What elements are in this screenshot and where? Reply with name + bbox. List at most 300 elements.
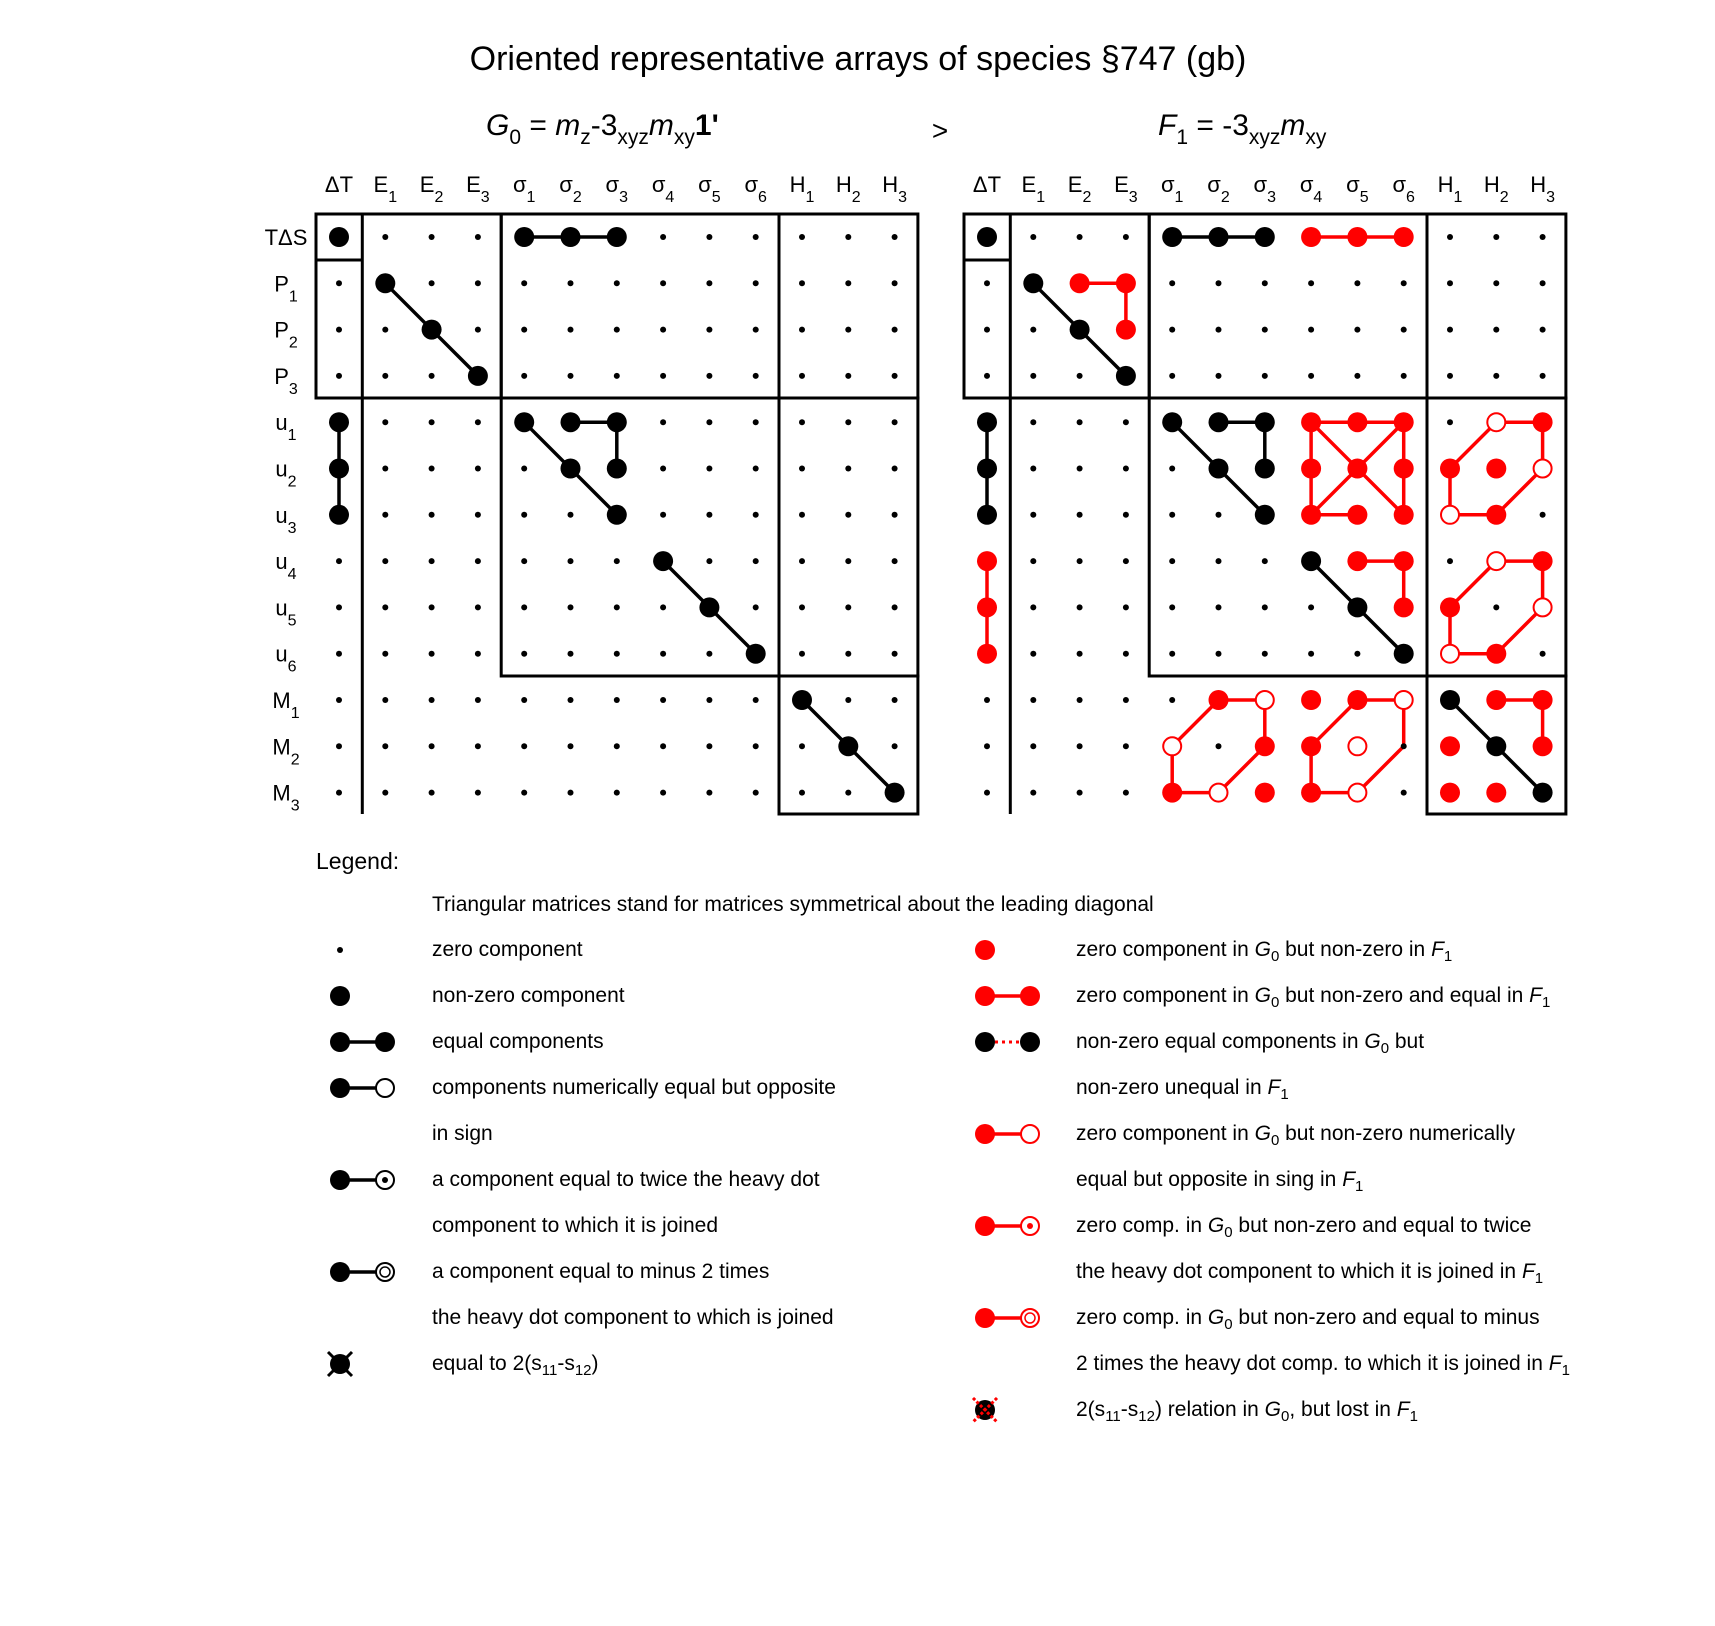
zero-component-dot [1030, 466, 1036, 472]
column-header-main: σ [1207, 172, 1221, 197]
red-component-dot [1255, 783, 1275, 803]
zero-component-dot [706, 373, 712, 379]
red-opposite-dot [1395, 691, 1413, 709]
red-component-dot [1347, 690, 1367, 710]
nonzero-component-dot [1070, 320, 1090, 340]
red-component-dot [1486, 783, 1506, 803]
red-component-dot [1533, 736, 1553, 756]
column-header-sub: 2 [572, 189, 582, 206]
zero-component-dot [706, 558, 712, 564]
row-header-main: M [272, 734, 291, 760]
zero-component-dot [429, 558, 435, 564]
zero-component-dot [382, 790, 388, 796]
zero-component-dot [614, 743, 620, 749]
zero-component-dot [1123, 466, 1129, 472]
zero-component-dot [845, 651, 851, 657]
zero-component-dot [753, 466, 759, 472]
nonzero-component-dot [1255, 505, 1275, 525]
zero-component-dot [706, 419, 712, 425]
zero-component-dot [475, 558, 481, 564]
formula-part: z [580, 126, 591, 149]
zero-component-dot [706, 697, 712, 703]
nonzero-component-dot [1209, 227, 1229, 247]
nonzero-component-dot [1440, 690, 1460, 710]
zero-component-dot [1493, 234, 1499, 240]
formula-part: = [521, 109, 556, 142]
row-header-main: u [275, 641, 288, 667]
zero-component-dot [753, 373, 759, 379]
zero-component-dot [521, 373, 527, 379]
row-header-sub: 1 [288, 288, 298, 306]
zero-component-dot [660, 790, 666, 796]
red-component-dot [1394, 551, 1414, 571]
nonzero-component-dot [977, 412, 997, 432]
nonzero-component-dot [607, 505, 627, 525]
formula-part: G [486, 109, 510, 142]
zero-component-dot [660, 280, 666, 286]
nonzero-component-dot [699, 597, 719, 617]
column-header-main: H [1437, 172, 1454, 197]
nonzero-component-dot [838, 736, 858, 756]
zero-component-dot [892, 743, 898, 749]
zero-component-dot [892, 466, 898, 472]
column-header-sub: 6 [1406, 189, 1415, 206]
right-matrix [964, 172, 1566, 814]
zero-component-dot [568, 651, 574, 657]
column-header [1068, 172, 1092, 206]
column-header [1022, 172, 1046, 206]
zero-component-dot [429, 651, 435, 657]
column-header-main: σ [1392, 172, 1407, 197]
zero-component-dot [568, 327, 574, 333]
zero-component-dot [1169, 512, 1175, 518]
column-header-main: E [419, 172, 435, 197]
column-header-main: H [1483, 172, 1500, 197]
red-opposite-dot [1441, 645, 1459, 663]
nonzero-component-dot [607, 412, 627, 432]
red-component-dot [977, 551, 997, 571]
legend-item-text: the heavy dot component to which it is joined in $F_1$ [1076, 1260, 1544, 1287]
row-header-sub: 1 [287, 427, 297, 445]
column-header [744, 172, 767, 206]
nonzero-component-dot [977, 459, 997, 479]
legend-item-text: $2(s_{11}-s_{12})$ relation in $G_0$, but lost in $F_1$ [1076, 1398, 1418, 1425]
zero-component-dot [382, 466, 388, 472]
formula-part: = -3 [1188, 109, 1249, 142]
zero-component-dot [1077, 743, 1083, 749]
zero-component-dot [1123, 604, 1129, 610]
row-header-main: M [272, 688, 291, 713]
nonzero-component-dot [607, 227, 627, 247]
row-header-main: u [275, 502, 288, 528]
zero-component-dot [799, 743, 805, 749]
legend-item-text: equal to $2(s_{11}-s_{12})$ [432, 1352, 599, 1379]
column-header-main: σ [1346, 172, 1360, 197]
legend-note: Triangular matrices stand for matrices symmetrical about the leading diagonal [432, 893, 1154, 916]
nonzero-component-dot [1162, 227, 1182, 247]
zero-component-dot [429, 697, 435, 703]
row-header-sub: 3 [287, 519, 297, 537]
matrix-block [1427, 214, 1566, 398]
column-header-main: E [373, 172, 389, 197]
zero-component-dot [336, 651, 342, 657]
row-header [275, 642, 296, 676]
legend-heavy-dot [975, 1308, 995, 1328]
zero-component-dot [799, 466, 805, 472]
zero-component-dot [753, 327, 759, 333]
legend-zero-dot [337, 947, 343, 953]
formula-text [486, 109, 719, 149]
diagram-title: Oriented representative arrays of species §747 (gb) [469, 40, 1247, 78]
red-component-dot [1347, 227, 1367, 247]
zero-component-dot [1077, 466, 1083, 472]
zero-component-dot [1216, 604, 1222, 610]
column-header-main: H [789, 172, 806, 197]
zero-component-dot [614, 697, 620, 703]
legend-heavy-dot [1020, 1032, 1040, 1052]
zero-component-dot [382, 697, 388, 703]
nonzero-component-dot [885, 783, 905, 803]
red-component-dot [977, 597, 997, 617]
nonzero-component-dot [561, 227, 581, 247]
zero-component-dot [1262, 558, 1268, 564]
nonzero-component-dot [792, 690, 812, 710]
legend-heavy-dot [975, 1216, 995, 1236]
zero-component-dot [568, 604, 574, 610]
column-header-main: σ [1299, 172, 1314, 197]
zero-component-dot [706, 466, 712, 472]
left-formula [486, 109, 719, 149]
row-headers [265, 225, 308, 815]
row-header [274, 318, 298, 352]
zero-component-dot [845, 558, 851, 564]
zero-component-dot [475, 419, 481, 425]
zero-component-dot [1030, 234, 1036, 240]
legend-item-text: in sign [432, 1122, 493, 1145]
zero-component-dot [1169, 327, 1175, 333]
zero-component-dot [984, 790, 990, 796]
zero-component-dot [845, 604, 851, 610]
row-header-sub: 3 [288, 380, 298, 398]
red-component-dot [1440, 736, 1460, 756]
matrix-block [501, 214, 779, 398]
zero-component-dot [521, 466, 527, 472]
zero-component-dot [1308, 373, 1314, 379]
zero-component-dot [984, 743, 990, 749]
zero-component-dot [845, 234, 851, 240]
legend-item-text: the heavy dot component to which is joined [432, 1306, 834, 1329]
row-header [275, 595, 296, 629]
zero-component-dot [475, 234, 481, 240]
zero-component-dot [845, 697, 851, 703]
zero-component-dot [1077, 512, 1083, 518]
red-component-dot [1301, 736, 1321, 756]
right-formula [1158, 109, 1327, 149]
column-header-sub: 3 [1128, 189, 1138, 206]
zero-component-dot [1169, 651, 1175, 657]
formula-part: xy [1305, 126, 1327, 149]
zero-component-dot [1262, 327, 1268, 333]
zero-component-dot [984, 373, 990, 379]
legend-open-dot [376, 1263, 394, 1281]
zero-component-dot [1401, 327, 1407, 333]
zero-component-dot [1540, 373, 1546, 379]
zero-component-dot [382, 419, 388, 425]
nonzero-component-dot [422, 320, 442, 340]
zero-component-dot [521, 743, 527, 749]
zero-component-dot [568, 373, 574, 379]
zero-component-dot [892, 697, 898, 703]
formula-part: 1' [694, 109, 719, 142]
red-component-dot [1347, 412, 1367, 432]
zero-component-dot [1077, 558, 1083, 564]
column-header-sub: 4 [665, 189, 675, 206]
row-header-sub: 2 [288, 334, 298, 352]
legend-open-dot [376, 1079, 394, 1097]
red-component-dot [1394, 227, 1414, 247]
legend-title: Legend: [316, 848, 400, 874]
matrix-block [779, 214, 918, 398]
red-component-dot [1533, 412, 1553, 432]
zero-component-dot [521, 604, 527, 610]
legend-item-text: zero comp. in $G_0$ but non-zero and equal to twice [1076, 1214, 1532, 1241]
zero-component-dot [892, 373, 898, 379]
zero-component-dot [1077, 419, 1083, 425]
red-component-dot [1486, 459, 1506, 479]
row-header [272, 688, 299, 722]
zero-component-dot [614, 651, 620, 657]
row-header [275, 457, 296, 491]
zero-component-dot [845, 280, 851, 286]
column-header-main: E [466, 172, 481, 197]
formula-part: -3 [590, 109, 618, 142]
row-header-main: u [275, 595, 288, 621]
nonzero-component-dot [329, 227, 349, 247]
zero-component-dot [475, 512, 481, 518]
column-header [325, 172, 353, 197]
zero-component-dot [660, 651, 666, 657]
zero-component-dot [1169, 466, 1175, 472]
zero-component-dot [568, 280, 574, 286]
zero-component-dot [1540, 327, 1546, 333]
legend-heavy-dot [330, 1170, 350, 1190]
column-header-main: ΔT [324, 172, 354, 197]
nonzero-component-dot [468, 366, 488, 386]
zero-component-dot [336, 327, 342, 333]
legend-item-text: a component equal to twice the heavy dot [432, 1168, 820, 1191]
zero-component-dot [614, 280, 620, 286]
zero-component-dot [336, 280, 342, 286]
zero-component-dot [429, 234, 435, 240]
red-opposite-dot [1163, 737, 1181, 755]
red-component-dot [1486, 690, 1506, 710]
column-header-sub: 2 [434, 189, 444, 206]
zero-component-dot [753, 512, 759, 518]
column-header [973, 172, 1001, 197]
legend-inner-dot [382, 1177, 388, 1183]
column-header [1484, 172, 1509, 206]
column-header-sub: 2 [1082, 189, 1092, 206]
zero-component-dot [336, 558, 342, 564]
zero-component-dot [1077, 234, 1083, 240]
legend-item-text: components numerically equal but opposite [432, 1076, 836, 1099]
zero-component-dot [336, 697, 342, 703]
formula-part: m [1280, 109, 1306, 142]
zero-component-dot [382, 558, 388, 564]
red-component-dot [1347, 505, 1367, 525]
nonzero-component-dot [1116, 366, 1136, 386]
zero-component-dot [845, 466, 851, 472]
zero-component-dot [382, 512, 388, 518]
zero-component-dot [799, 234, 805, 240]
zero-component-dot [892, 234, 898, 240]
zero-component-dot [1540, 512, 1546, 518]
zero-component-dot [660, 604, 666, 610]
row-header [275, 503, 296, 537]
nonzero-component-dot [977, 505, 997, 525]
column-header-sub: 1 [1453, 189, 1463, 206]
zero-component-dot [382, 234, 388, 240]
nonzero-component-dot [653, 551, 673, 571]
zero-component-dot [1030, 327, 1036, 333]
zero-component-dot [521, 790, 527, 796]
red-component-dot [1301, 690, 1321, 710]
column-header-main: H [882, 172, 899, 197]
nonzero-component-dot [561, 412, 581, 432]
zero-component-dot [753, 604, 759, 610]
zero-component-dot [1447, 558, 1453, 564]
red-opposite-dot [1487, 552, 1505, 570]
legend-heavy-dot [1020, 986, 1040, 1006]
nonzero-component-dot [977, 227, 997, 247]
legend-heavy-dot [330, 1078, 350, 1098]
zero-component-dot [1493, 373, 1499, 379]
zero-component-dot [845, 790, 851, 796]
red-opposite-dot [1348, 737, 1366, 755]
legend-item-text: a component equal to minus 2 times [432, 1260, 770, 1283]
row-header [272, 781, 299, 815]
zero-component-dot [845, 512, 851, 518]
zero-component-dot [1169, 558, 1175, 564]
zero-component-dot [1447, 234, 1453, 240]
zero-component-dot [660, 419, 666, 425]
row-header-sub: 3 [290, 797, 300, 815]
legend-item-text: equal but opposite in sing in $F_1$ [1076, 1168, 1364, 1195]
zero-component-dot [1308, 651, 1314, 657]
red-component-dot [1486, 644, 1506, 664]
zero-component-dot [1447, 373, 1453, 379]
column-header [466, 172, 490, 206]
zero-component-dot [892, 604, 898, 610]
zero-component-dot [1030, 419, 1036, 425]
column-header-main: σ [698, 172, 712, 197]
nonzero-component-dot [746, 644, 766, 664]
zero-component-dot [1123, 234, 1129, 240]
zero-component-dot [799, 419, 805, 425]
column-header [559, 172, 582, 206]
row-header [274, 364, 298, 398]
formula-part: xy [673, 126, 695, 149]
nonzero-component-dot [1301, 551, 1321, 571]
zero-component-dot [1030, 512, 1036, 518]
column-header [790, 172, 815, 206]
red-component-dot [1394, 597, 1414, 617]
column-header-sub: 6 [758, 189, 767, 206]
row-header-main: u [275, 456, 288, 482]
zero-component-dot [336, 604, 342, 610]
red-component-dot [1301, 412, 1321, 432]
zero-component-dot [799, 280, 805, 286]
formula-text [1158, 109, 1327, 149]
column-header-sub: 1 [1036, 189, 1046, 206]
zero-component-dot [1308, 280, 1314, 286]
red-component-dot [1209, 690, 1229, 710]
zero-component-dot [984, 327, 990, 333]
zero-component-dot [753, 280, 759, 286]
row-header-sub: 4 [287, 566, 297, 584]
column-header-sub: 1 [526, 189, 536, 206]
zero-component-dot [1123, 697, 1129, 703]
zero-component-dot [1401, 743, 1407, 749]
zero-component-dot [429, 280, 435, 286]
zero-component-dot [1401, 280, 1407, 286]
zero-component-dot [660, 697, 666, 703]
nonzero-component-dot [1209, 459, 1229, 479]
red-component-dot [1162, 783, 1182, 803]
row-header-main: P [274, 317, 289, 343]
zero-component-dot [845, 373, 851, 379]
nonzero-component-dot [329, 505, 349, 525]
column-header-main: σ [1253, 172, 1268, 197]
red-component-dot [1116, 273, 1136, 293]
zero-component-dot [892, 280, 898, 286]
red-opposite-dot [1256, 691, 1274, 709]
zero-component-dot [1123, 790, 1129, 796]
red-component-dot [1301, 227, 1321, 247]
zero-component-dot [521, 327, 527, 333]
zero-component-dot [429, 373, 435, 379]
zero-component-dot [475, 790, 481, 796]
zero-component-dot [475, 697, 481, 703]
zero-component-dot [1030, 743, 1036, 749]
left-matrix [316, 172, 918, 814]
zero-component-dot [799, 651, 805, 657]
row-header-sub: 6 [287, 658, 297, 676]
zero-component-dot [984, 280, 990, 286]
red-component-dot [1486, 505, 1506, 525]
zero-component-dot [1077, 604, 1083, 610]
column-header [1254, 172, 1277, 206]
zero-component-dot [1123, 419, 1129, 425]
zero-component-dot [568, 790, 574, 796]
row-header [272, 734, 299, 768]
red-component-dot [1070, 273, 1090, 293]
zero-component-dot [382, 604, 388, 610]
nonzero-component-dot [1209, 412, 1229, 432]
column-header-sub: 4 [1313, 189, 1323, 206]
legend-item-text: zero comp. in $G_0$ but non-zero and equal to minus [1076, 1306, 1540, 1333]
zero-component-dot [1493, 604, 1499, 610]
zero-component-dot [892, 419, 898, 425]
zero-component-dot [660, 743, 666, 749]
zero-component-dot [521, 512, 527, 518]
zero-component-dot [706, 651, 712, 657]
column-header [1392, 172, 1415, 206]
zero-component-dot [1123, 651, 1129, 657]
zero-component-dot [614, 604, 620, 610]
row-header-main: u [275, 410, 288, 436]
column-header-main: H [835, 172, 852, 197]
